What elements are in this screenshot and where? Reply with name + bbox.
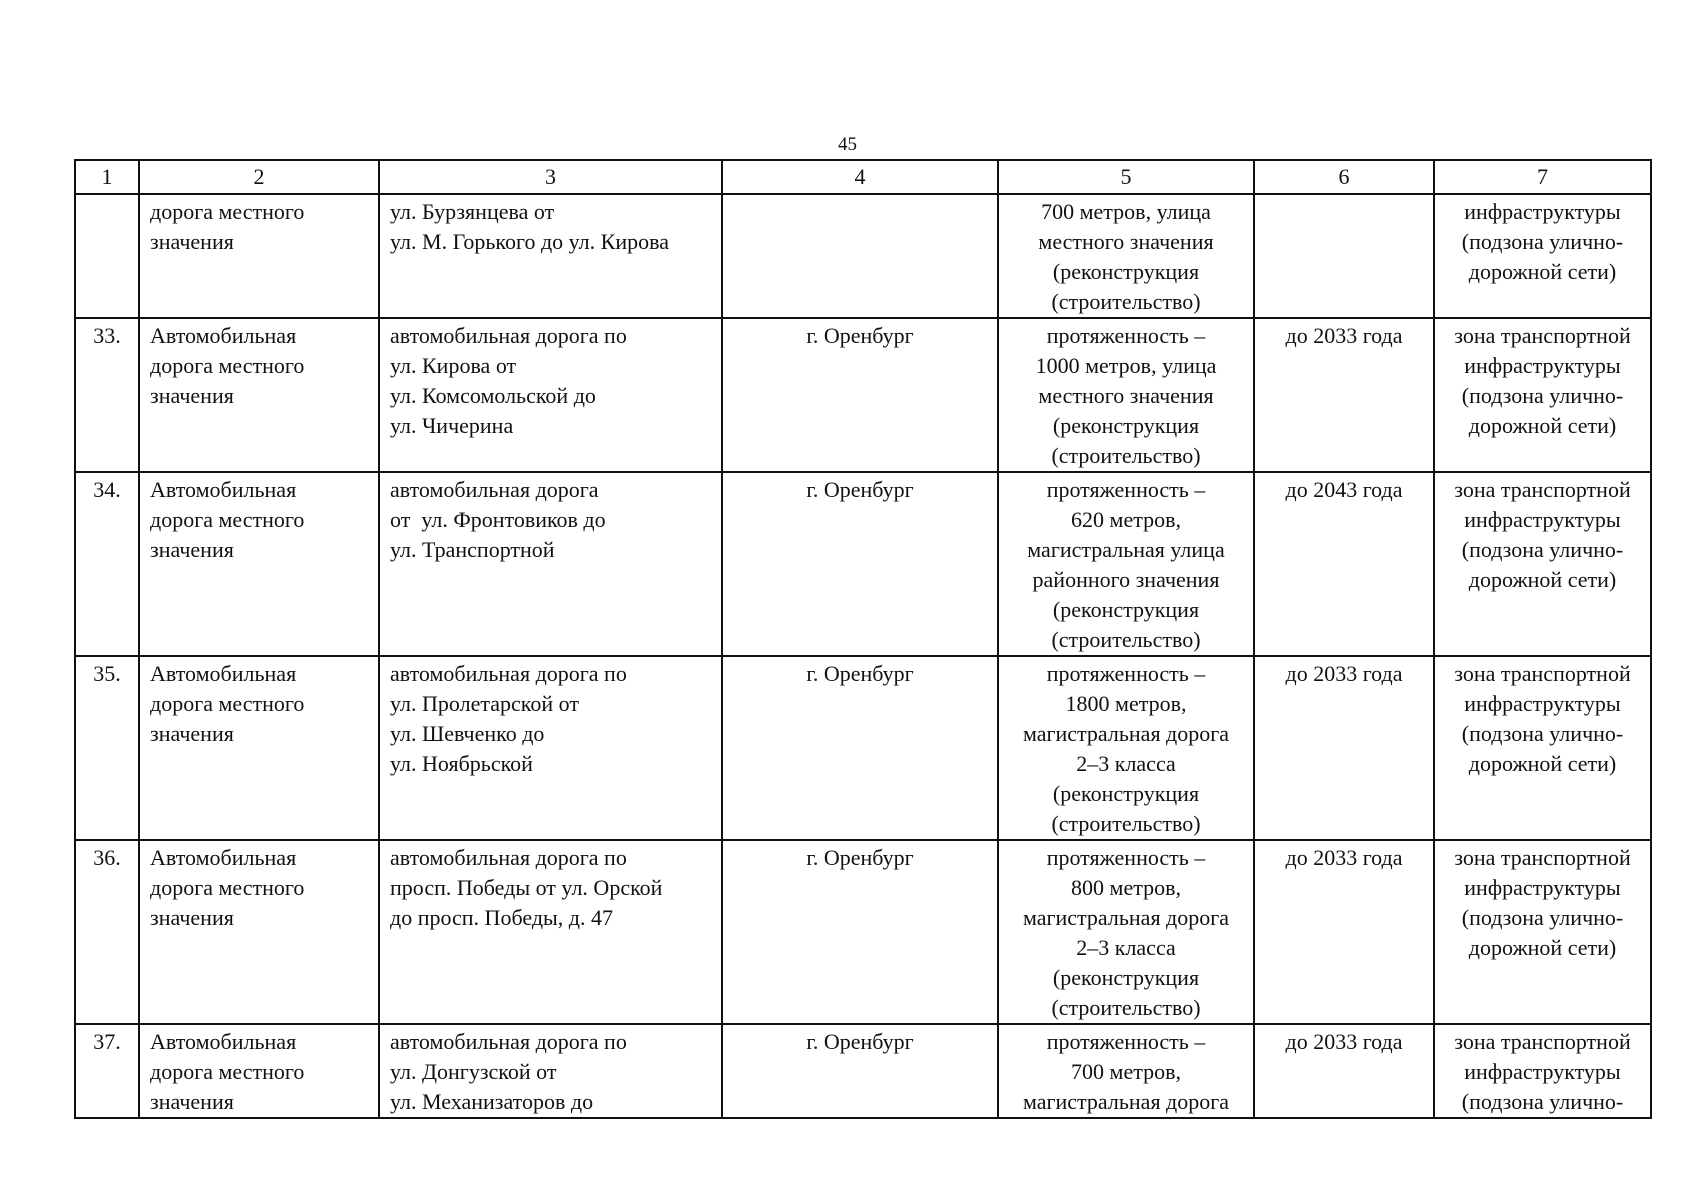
term-cell: до 2033 года [1254,656,1434,840]
characteristics-line: протяженность – [1046,661,1206,686]
zone-cell [1434,1024,1651,1118]
description-line: просп. Победы от ул. Орской [390,875,663,900]
table-row [75,840,1651,1024]
zone-line: инфраструктуры [1464,507,1621,532]
characteristics-line: 620 метров, [1071,507,1181,532]
object-name-cell [139,656,379,840]
characteristics-line: (реконструкция [1052,597,1200,622]
characteristics-line: (реконструкция [1052,413,1200,438]
description-line: ул. Пролетарской от [390,691,579,716]
zone-line: зона транспортной [1454,845,1631,870]
zone-line: (подзона улично- [1461,721,1624,746]
row-number-cell: 35. [75,656,139,840]
zone-line: инфраструктуры [1464,1059,1621,1084]
table-row [75,318,1651,472]
zone-line: зона транспортной [1454,477,1631,502]
description-line: до просп. Победы, д. 47 [390,905,613,930]
object-name-line: дорога местного [150,1059,305,1084]
column-number-3: 3 [379,160,722,194]
object-name-line: значения [150,1089,234,1114]
characteristics-line: 700 метров, [1071,1059,1181,1084]
zone-line: дорожной сети) [1468,751,1617,776]
characteristics-line: 2–3 класса [1076,751,1176,776]
object-name-line: значения [150,721,234,746]
characteristics-line: местного значения [1038,383,1214,408]
characteristics-line: 1800 метров, [1065,691,1187,716]
description-line: автомобильная дорога по [390,1029,627,1054]
object-name-line: дорога местного [150,507,305,532]
description-line: автомобильная дорога по [390,845,627,870]
object-description-cell [379,194,722,318]
characteristics-line: (реконструкция [1052,781,1200,806]
description-line: от ул. Фронтовиков до [390,507,606,532]
characteristics-line: магистральная дорога [1022,721,1230,746]
column-number-2: 2 [139,160,379,194]
characteristics-line: 700 метров, улица [1041,199,1211,224]
column-number-5: 5 [998,160,1254,194]
location-cell: г. Оренбург [722,472,998,656]
object-name-line: значения [150,229,234,254]
characteristics-line: (строительство) [1051,627,1201,652]
description-line: ул. Бурзянцева от [390,199,555,224]
characteristics-line: 1000 метров, улица [1035,353,1217,378]
object-name-cell [139,318,379,472]
description-line: ул. Комсомольской до [390,383,596,408]
description-line: ул. Чичерина [390,413,514,438]
zone-line: дорожной сети) [1468,567,1617,592]
object-name-cell [139,472,379,656]
characteristics-cell [998,840,1254,1024]
characteristics-line: протяженность – [1046,845,1206,870]
description-line: автомобильная дорога [390,477,599,502]
characteristics-line: протяженность – [1046,323,1206,348]
characteristics-line: магистральная дорога [1022,1089,1230,1114]
object-name-line: значения [150,537,234,562]
characteristics-line: 800 метров, [1071,875,1181,900]
object-name-line: Автомобильная [150,1029,297,1054]
zone-line: зона транспортной [1454,1029,1631,1054]
object-name-line: Автомобильная [150,661,297,686]
zone-line: инфраструктуры [1464,353,1621,378]
object-name-line: дорога местного [150,875,305,900]
characteristics-cell [998,1024,1254,1118]
zone-line: зона транспортной [1454,323,1631,348]
column-number-6: 6 [1254,160,1434,194]
characteristics-line: районного значения [1032,567,1220,592]
zone-line: (подзона улично- [1461,905,1624,930]
row-number-cell: 34. [75,472,139,656]
projects-table [74,159,1652,1119]
zone-line: (подзона улично- [1461,1089,1624,1114]
zone-cell [1434,840,1651,1024]
row-number-cell: 36. [75,840,139,1024]
location-cell: г. Оренбург [722,1024,998,1118]
row-number-cell: 33. [75,318,139,472]
characteristics-line: протяженность – [1046,1029,1206,1054]
object-name-cell [139,1024,379,1118]
characteristics-line: протяженность – [1046,477,1206,502]
column-number-7: 7 [1434,160,1651,194]
description-line: ул. Донгузской от [390,1059,557,1084]
object-name-line: дорога местного [150,199,305,224]
object-description-cell [379,472,722,656]
object-name-line: значения [150,905,234,930]
description-line: автомобильная дорога по [390,661,627,686]
page-number: 45 [838,134,857,155]
description-line: ул. Транспортной [390,537,555,562]
description-line: автомобильная дорога по [390,323,627,348]
table-row [75,656,1651,840]
object-description-cell [379,318,722,472]
zone-line: инфраструктуры [1464,199,1621,224]
characteristics-line: магистральная улица [1027,537,1225,562]
zone-cell [1434,472,1651,656]
location-cell [722,194,998,318]
characteristics-line: (реконструкция [1052,259,1200,284]
zone-line: дорожной сети) [1468,935,1617,960]
row-number-cell [75,194,139,318]
column-number-4: 4 [722,160,998,194]
location-cell: г. Оренбург [722,840,998,1024]
term-cell: до 2033 года [1254,1024,1434,1118]
zone-line: дорожной сети) [1468,413,1617,438]
zone-line: (подзона улично- [1461,537,1624,562]
object-description-cell [379,1024,722,1118]
characteristics-line: местного значения [1038,229,1214,254]
characteristics-line: 2–3 класса [1076,935,1176,960]
object-name-cell [139,194,379,318]
object-name-line: Автомобильная [150,845,297,870]
zone-line: инфраструктуры [1464,875,1621,900]
description-line: ул. Шевченко до [390,721,545,746]
object-name-cell [139,840,379,1024]
characteristics-line: (строительство) [1051,811,1201,836]
characteristics-cell [998,318,1254,472]
object-name-line: Автомобильная [150,323,297,348]
object-name-line: Автомобильная [150,477,297,502]
object-name-line: значения [150,383,234,408]
characteristics-cell [998,194,1254,318]
characteristics-line: (реконструкция [1052,965,1200,990]
characteristics-line: (строительство) [1051,289,1201,314]
table-row [75,194,1651,318]
zone-line: (подзона улично- [1461,229,1624,254]
characteristics-line: (строительство) [1051,995,1201,1020]
row-number-cell: 37. [75,1024,139,1118]
description-line: ул. Механизаторов до [390,1089,594,1114]
zone-line: инфраструктуры [1464,691,1621,716]
zone-cell [1434,194,1651,318]
column-number-1: 1 [75,160,139,194]
object-name-line: дорога местного [150,691,305,716]
object-description-cell [379,840,722,1024]
object-name-line: дорога местного [150,353,305,378]
description-line: ул. М. Горького до ул. Кирова [390,229,669,254]
zone-line: дорожной сети) [1468,259,1617,284]
characteristics-line: (строительство) [1051,443,1201,468]
term-cell: до 2043 года [1254,472,1434,656]
zone-line: (подзона улично- [1461,383,1624,408]
characteristics-cell [998,656,1254,840]
table-row [75,1024,1651,1118]
characteristics-cell [998,472,1254,656]
term-cell: до 2033 года [1254,840,1434,1024]
column-number-row [75,160,1651,194]
term-cell: до 2033 года [1254,318,1434,472]
object-description-cell [379,656,722,840]
description-line: ул. Ноябрьской [390,751,533,776]
term-cell [1254,194,1434,318]
zone-line: зона транспортной [1454,661,1631,686]
location-cell: г. Оренбург [722,318,998,472]
description-line: ул. Кирова от [390,353,517,378]
characteristics-line: магистральная дорога [1022,905,1230,930]
zone-cell [1434,318,1651,472]
zone-cell [1434,656,1651,840]
location-cell: г. Оренбург [722,656,998,840]
table-row [75,472,1651,656]
